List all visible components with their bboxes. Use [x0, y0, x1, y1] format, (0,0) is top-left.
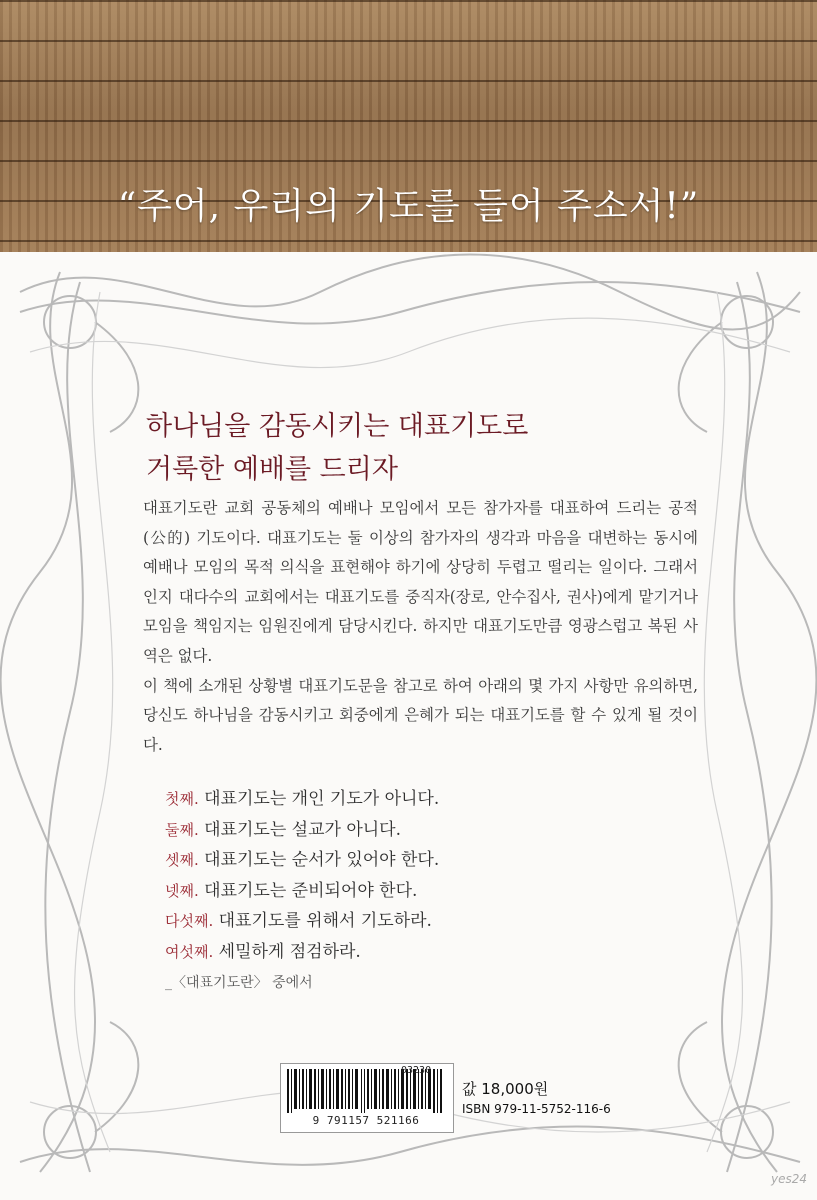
point-label: 첫째.: [165, 790, 199, 808]
point-text: 대표기도를 위해서 기도하라.: [218, 911, 432, 931]
point-item: [165, 906, 645, 937]
point-label: 셋째.: [165, 851, 199, 869]
wood-banner: [0, 0, 817, 252]
barcode-addon: 03230: [401, 1065, 432, 1076]
point-label: 여섯째.: [165, 942, 214, 961]
headline-line-1: 하나님을 감동시키는 대표기도로: [146, 411, 529, 442]
headline: [146, 405, 706, 491]
body-paragraph-2: 이 책에 소개된 상황별 대표기도문을 참고로 하여 아래의 몇 가지 사항만 유의하면, 당신도 하나님을 감동시키고 회중에게 은혜가 되는 대표기도를 할 수 있게 될 것이다.: [143, 676, 698, 754]
point-item: [165, 845, 645, 876]
point-item: [165, 784, 645, 815]
point-text: 대표기도는 순서가 있어야 한다.: [204, 850, 440, 870]
watermark: yes24: [771, 1172, 808, 1186]
source-citation: _〈대표기도란〉 중에서: [165, 975, 313, 991]
body-text: [143, 494, 698, 760]
point-label: 다섯째.: [165, 912, 214, 930]
point-text: 대표기도는 설교가 아니다.: [204, 819, 402, 840]
isbn: ISBN 979-11-5752-116-6: [462, 1102, 611, 1116]
price: 값 18,000원: [462, 1080, 549, 1098]
point-text: 세밀하게 점검하라.: [218, 941, 361, 962]
point-item: [165, 876, 645, 907]
point-text: 대표기도는 개인 기도가 아니다.: [204, 789, 440, 809]
body-paragraph-1: 대표기도란 교회 공동체의 예배나 모임에서 모든 참가자를 대표하여 드리는 공적(公的) 기도이다. 대표기도는 둘 이상의 참가자의 생각과 마음을 대변하는 동시에 예배나 모임의 목적 의식을 표현해야 하기에 상당히 두렵고 떨리는 일이다. 그래서인지 대다수의 교회에서는 대표기도를 중직자(장로, 안수집사, 권사)에게 맡기거나 모임을 책임지는 임원진에게 담당시킨다. 하지만 대표기도만큼 영광스럽고 복된 사역은 없다.: [143, 499, 698, 665]
headline-line-2: 거룩한 예배를 드리자: [146, 454, 398, 485]
point-label: 넷째.: [165, 881, 199, 900]
banner-title: “주어, 우리의 기도를 들어 주소서!”: [117, 186, 700, 227]
barcode-number: 9 791157 521166: [312, 1114, 420, 1127]
point-item: [165, 937, 645, 968]
point-text: 대표기도는 준비되어야 한다.: [204, 880, 418, 901]
point-label: 둘째.: [165, 820, 199, 839]
point-item: [165, 815, 645, 846]
points-list: [165, 784, 645, 967]
